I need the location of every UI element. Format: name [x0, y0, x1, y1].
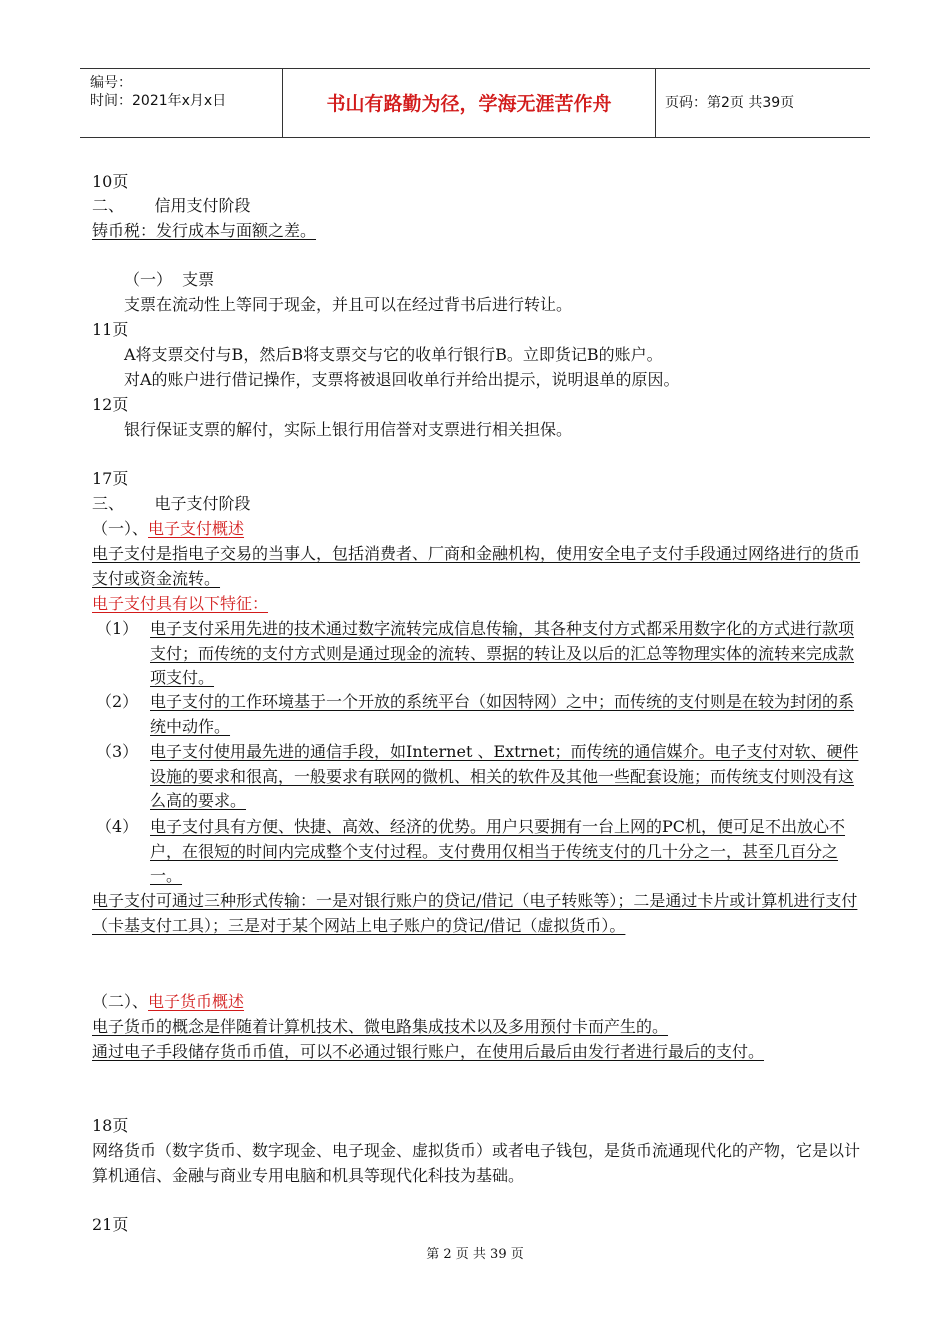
cheque-description: 支票在流动性上等同于现金，并且可以在经过背书后进行转让。 [124, 295, 573, 314]
subsection-2-title: 电子货币概述 [148, 992, 245, 1011]
feature-item: 电子支付的工作环境基于一个开放的系统平台（如因特网）之中；而传统的支付则是在较为封闭的系统中动作。 [150, 692, 855, 736]
section-3-heading: 三、 电子支付阶段 [92, 494, 251, 513]
page-ref-10: 10页 [92, 172, 129, 191]
seigniorage-definition: 铸币税：发行成本与面额之差。 [92, 221, 317, 240]
page-ref-11: 11页 [92, 320, 129, 339]
subsection-2-heading [92, 990, 244, 1014]
three-transmission-forms: 电子支付可通过三种形式传输：一是对银行账户的贷记/借记（电子转账等）；二是通过卡片或计算机进行支付（卡基支付工具）；三是对于某个网站上电子账户的贷记/借记（虚拟货币）。 [92, 891, 858, 935]
feature-number: （3） [96, 742, 139, 761]
header-time: 时间：2021年x月x日 [90, 93, 227, 109]
electronic-payment-definition: 电子支付是指电子交易的当事人，包括消费者、厂商和金融机构，使用安全电子支付手段通过网络进行的货币支付或资金流转。 [92, 544, 861, 588]
section-2-heading: 二、 信用支付阶段 [92, 196, 251, 215]
page-ref-21: 21页 [92, 1215, 129, 1234]
feature-item: 电子支付采用先进的技术通过数字流转完成信息传输，其各种支付方式都采用数字化的方式进行款项支付；而传统的支付方式则是通过现金的流转、票据的转让及以后的汇总等物理实体的流转来完成款项支付。 [150, 619, 855, 687]
cheque-flow-a: A将支票交付与B，然后B将支票交与它的收单行银行B。立即货记B的账户。 [124, 345, 663, 364]
header-page-info: 页码：第2页 共39页 [665, 95, 795, 111]
cheque-heading: （一） 支票 [124, 270, 215, 289]
subsection-1-prefix: （一）、 [92, 519, 149, 538]
cheque-flow-b: 对A的账户进行借记操作，支票将被退回收单行并给出提示，说明退单的原因。 [124, 370, 680, 389]
header-divider [655, 69, 656, 137]
feature-number: （4） [96, 817, 139, 836]
subsection-1-heading [92, 517, 244, 541]
feature-number: （1） [96, 619, 139, 638]
electronic-money-concept: 电子货币的概念是伴随着计算机技术、微电路集成技术以及多用预付卡而产生的。 [92, 1017, 669, 1036]
feature-item: 电子支付具有方便、快捷、高效、经济的优势。用户只要拥有一台上网的PC机，便可足不出放心不户，在很短的时间内完成整个支付过程。支付费用仅相当于传统支付的几十分之一，甚至几百分之一。 [150, 817, 846, 885]
header-divider [282, 69, 283, 137]
header-number-label: 编号： [90, 75, 132, 91]
features-title: 电子支付具有以下特征： [92, 594, 269, 613]
subsection-2-prefix: （二）、 [92, 992, 149, 1011]
subsection-1-title: 电子支付概述 [148, 519, 245, 538]
electronic-money-storage: 通过电子手段储存货币币值，可以不必通过银行账户，在使用后最后由发行者进行最后的支付。 [92, 1042, 765, 1061]
feature-number: （2） [96, 692, 139, 711]
bank-guarantee: 银行保证支票的解付，实际上银行用信誉对支票进行相关担保。 [124, 420, 573, 439]
page-ref-12: 12页 [92, 395, 129, 414]
page-ref-17: 17页 [92, 469, 129, 488]
feature-item: 电子支付使用最先进的通信手段，如Internet 、Extrnet；而传统的通信媒介。电子支付对软、硬件设施的要求和很高，一般要求有联网的微机、相关的软件及其他一些配套设施；而传统支付则没有这么高的要求。 [150, 742, 859, 810]
network-money-paragraph: 网络货币（数字货币、数字现金、电子现金、虚拟货币）或者电子钱包，是货币流通现代化的产物，它是以计算机通信、金融与商业专用电脑和机具等现代化科技为基础。 [92, 1141, 861, 1185]
header-motto: 书山有路勤为径，学海无涯苦作舟 [326, 93, 612, 115]
page-ref-18: 18页 [92, 1116, 129, 1135]
page-footer: 第 2 页 共 39 页 [426, 1247, 524, 1262]
